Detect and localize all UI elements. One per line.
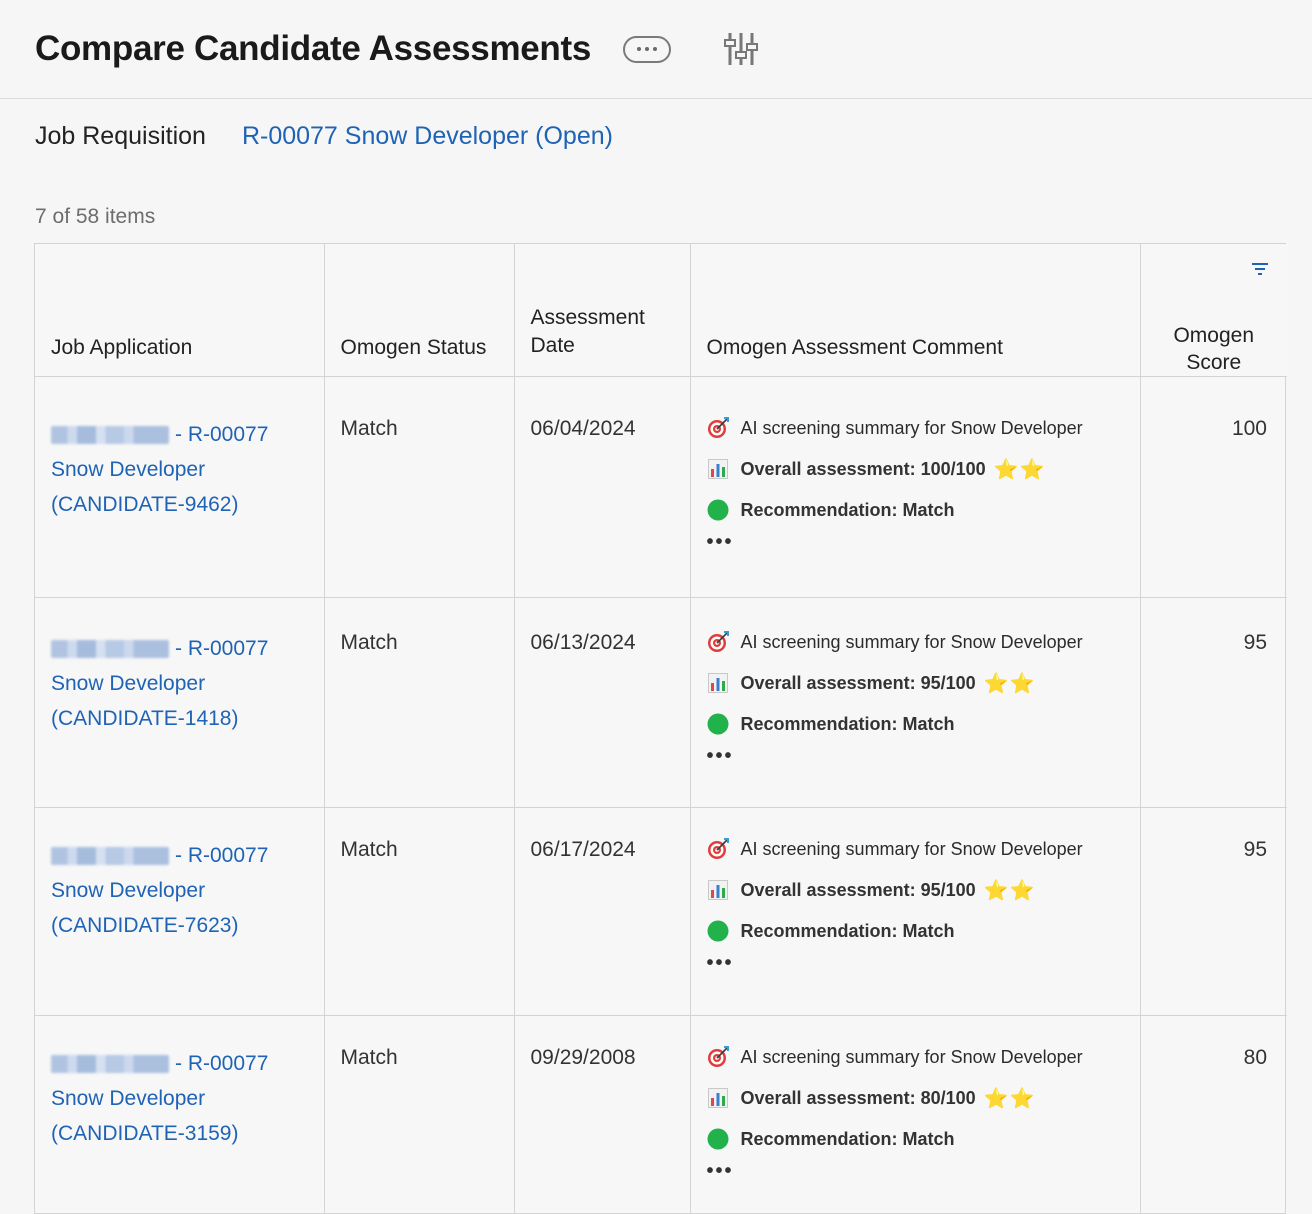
- comment-summary-text: AI screening summary for Snow Developer: [740, 1046, 1083, 1067]
- comment-summary-line: [707, 417, 1124, 439]
- candidate-id-link[interactable]: (CANDIDATE-7623): [51, 914, 239, 937]
- job-application-link[interactable]: [51, 631, 308, 666]
- comment-overall-line: [707, 1087, 1124, 1109]
- column-header-assessment-date[interactable]: [514, 244, 690, 377]
- omogen-score-cell: [1140, 598, 1287, 808]
- job-application-cell: [35, 377, 324, 598]
- bar-chart-icon: [707, 879, 729, 901]
- star-rating-icon: ⭐⭐: [983, 1087, 1036, 1110]
- score-value: 80: [1243, 1046, 1267, 1069]
- green-circle-icon: [707, 499, 729, 521]
- status-value: Match: [340, 417, 398, 440]
- bar-chart-icon: [707, 458, 729, 480]
- column-header-label: Omogen Score: [1173, 324, 1255, 374]
- redacted-candidate-name: [51, 640, 169, 658]
- requisition-id: - R-00077: [175, 423, 269, 446]
- bar-chart-icon: [707, 672, 729, 694]
- assessment-comment-cell: [690, 808, 1140, 1016]
- column-header-label: Assessment Date: [530, 306, 645, 357]
- omogen-status-cell: [324, 377, 514, 598]
- comment-overall-text: Overall assessment: 100/100: [740, 458, 986, 479]
- date-value: 06/13/2024: [530, 631, 636, 654]
- score-value: 100: [1231, 417, 1267, 440]
- date-value: 09/29/2008: [530, 1046, 636, 1069]
- table-row: [35, 377, 1287, 598]
- status-value: Match: [340, 1046, 398, 1069]
- tune-sliders-icon: [724, 31, 758, 67]
- column-header-label: Omogen Assessment Comment: [706, 336, 1003, 359]
- job-requisition-row: [35, 122, 613, 151]
- page-title: Compare Candidate Assessments: [35, 29, 592, 68]
- assessment-date-cell: [514, 1016, 690, 1213]
- job-application-cell: [35, 808, 324, 1016]
- omogen-status-cell: [324, 1016, 514, 1213]
- comment-overall-line: [707, 879, 1124, 901]
- table-header-row: [35, 244, 1287, 377]
- comment-overall-text: Overall assessment: 80/100: [740, 1087, 976, 1108]
- filter-icon[interactable]: [1251, 262, 1269, 276]
- comment-recommendation-text: Recommendation: Match: [740, 1128, 955, 1149]
- comment-more-ellipsis[interactable]: •••: [706, 1160, 734, 1182]
- assessment-comment-cell: [690, 377, 1140, 598]
- more-options-icon-dot: [653, 47, 657, 51]
- assessment-date-cell: [514, 808, 690, 1016]
- omogen-score-cell: [1140, 808, 1287, 1016]
- settings-button[interactable]: [723, 30, 759, 68]
- job-requisition-label: Job Requisition: [35, 122, 206, 150]
- score-value: 95: [1243, 631, 1267, 654]
- redacted-candidate-name: [51, 426, 169, 444]
- column-header-omogen-comment[interactable]: [690, 244, 1140, 377]
- green-circle-icon: [707, 1128, 729, 1150]
- comment-overall-line: [707, 458, 1124, 480]
- column-header-job-application[interactable]: [35, 244, 324, 377]
- status-value: Match: [340, 631, 398, 654]
- redacted-candidate-name: [51, 847, 169, 865]
- comment-recommendation-line: [707, 920, 1124, 942]
- star-rating-icon: ⭐⭐: [983, 672, 1036, 695]
- column-header-label: Job Application: [51, 336, 193, 359]
- assessment-comment-cell: [690, 1016, 1140, 1213]
- job-title-link[interactable]: Snow Developer: [51, 672, 206, 695]
- job-application-link[interactable]: [51, 417, 308, 452]
- page-header: [0, 0, 1312, 99]
- date-value: 06/04/2024: [530, 417, 636, 440]
- job-application-cell: [35, 598, 324, 808]
- table-row: [35, 1016, 1287, 1213]
- star-rating-icon: ⭐⭐: [993, 458, 1046, 481]
- target-icon: [707, 838, 729, 860]
- table-row: [35, 598, 1287, 808]
- comment-more-ellipsis[interactable]: •••: [706, 952, 734, 974]
- comment-recommendation-line: [707, 713, 1124, 735]
- comment-overall-text: Overall assessment: 95/100: [740, 879, 976, 900]
- job-title-link[interactable]: Snow Developer: [51, 879, 206, 902]
- comment-overall-line: [707, 672, 1124, 694]
- comment-summary-text: AI screening summary for Snow Developer: [740, 631, 1083, 652]
- green-circle-icon: [707, 920, 729, 942]
- assessment-grid: [34, 243, 1286, 1214]
- more-options-icon-dot: [645, 47, 649, 51]
- comment-overall-text: Overall assessment: 95/100: [740, 672, 976, 693]
- more-options-button[interactable]: [623, 36, 671, 63]
- status-value: Match: [340, 838, 398, 861]
- requisition-id: - R-00077: [175, 1052, 269, 1075]
- job-application-cell: [35, 1016, 324, 1213]
- item-count: 7 of 58 items: [35, 205, 156, 228]
- comment-summary-line: [707, 631, 1124, 653]
- comment-more-ellipsis[interactable]: •••: [706, 531, 734, 553]
- assessment-date-cell: [514, 598, 690, 808]
- target-icon: [707, 631, 729, 653]
- omogen-status-cell: [324, 598, 514, 808]
- candidate-id-link[interactable]: (CANDIDATE-3159): [51, 1122, 239, 1145]
- column-header-omogen-status[interactable]: [324, 244, 514, 377]
- comment-summary-text: AI screening summary for Snow Developer: [740, 838, 1083, 859]
- comment-recommendation-line: [707, 499, 1124, 521]
- more-options-icon: [637, 47, 641, 51]
- target-icon: [707, 417, 729, 439]
- comment-recommendation-text: Recommendation: Match: [740, 920, 955, 941]
- comment-summary-line: [707, 838, 1124, 860]
- job-requisition-link[interactable]: R-00077 Snow Developer (Open): [241, 122, 613, 150]
- omogen-status-cell: [324, 808, 514, 1016]
- comment-more-ellipsis[interactable]: •••: [706, 745, 734, 767]
- job-title-link[interactable]: Snow Developer: [51, 1087, 206, 1110]
- score-value: 95: [1243, 838, 1267, 861]
- comment-recommendation-text: Recommendation: Match: [740, 499, 955, 520]
- candidate-id-link[interactable]: (CANDIDATE-1418): [51, 707, 239, 730]
- omogen-score-cell: [1140, 1016, 1287, 1213]
- job-application-link[interactable]: [51, 1046, 308, 1081]
- comment-summary-line: [707, 1046, 1124, 1068]
- job-title-link[interactable]: Snow Developer: [51, 458, 206, 481]
- comment-recommendation-line: [707, 1128, 1124, 1150]
- green-circle-icon: [707, 713, 729, 735]
- bar-chart-icon: [707, 1087, 729, 1109]
- target-icon: [707, 1046, 729, 1068]
- comment-summary-text: AI screening summary for Snow Developer: [740, 417, 1083, 438]
- star-rating-icon: ⭐⭐: [983, 879, 1036, 902]
- requisition-id: - R-00077: [175, 844, 269, 867]
- column-header-omogen-score[interactable]: [1140, 244, 1287, 377]
- date-value: 06/17/2024: [530, 838, 636, 861]
- requisition-id: - R-00077: [175, 637, 269, 660]
- comment-recommendation-text: Recommendation: Match: [740, 713, 955, 734]
- assessment-comment-cell: [690, 598, 1140, 808]
- column-header-label: Omogen Status: [340, 336, 487, 359]
- assessment-table: [35, 244, 1287, 1213]
- omogen-score-cell: [1140, 377, 1287, 598]
- candidate-id-link[interactable]: (CANDIDATE-9462): [51, 493, 239, 516]
- redacted-candidate-name: [51, 1055, 169, 1073]
- assessment-date-cell: [514, 377, 690, 598]
- table-row: [35, 808, 1287, 1016]
- job-application-link[interactable]: [51, 838, 308, 873]
